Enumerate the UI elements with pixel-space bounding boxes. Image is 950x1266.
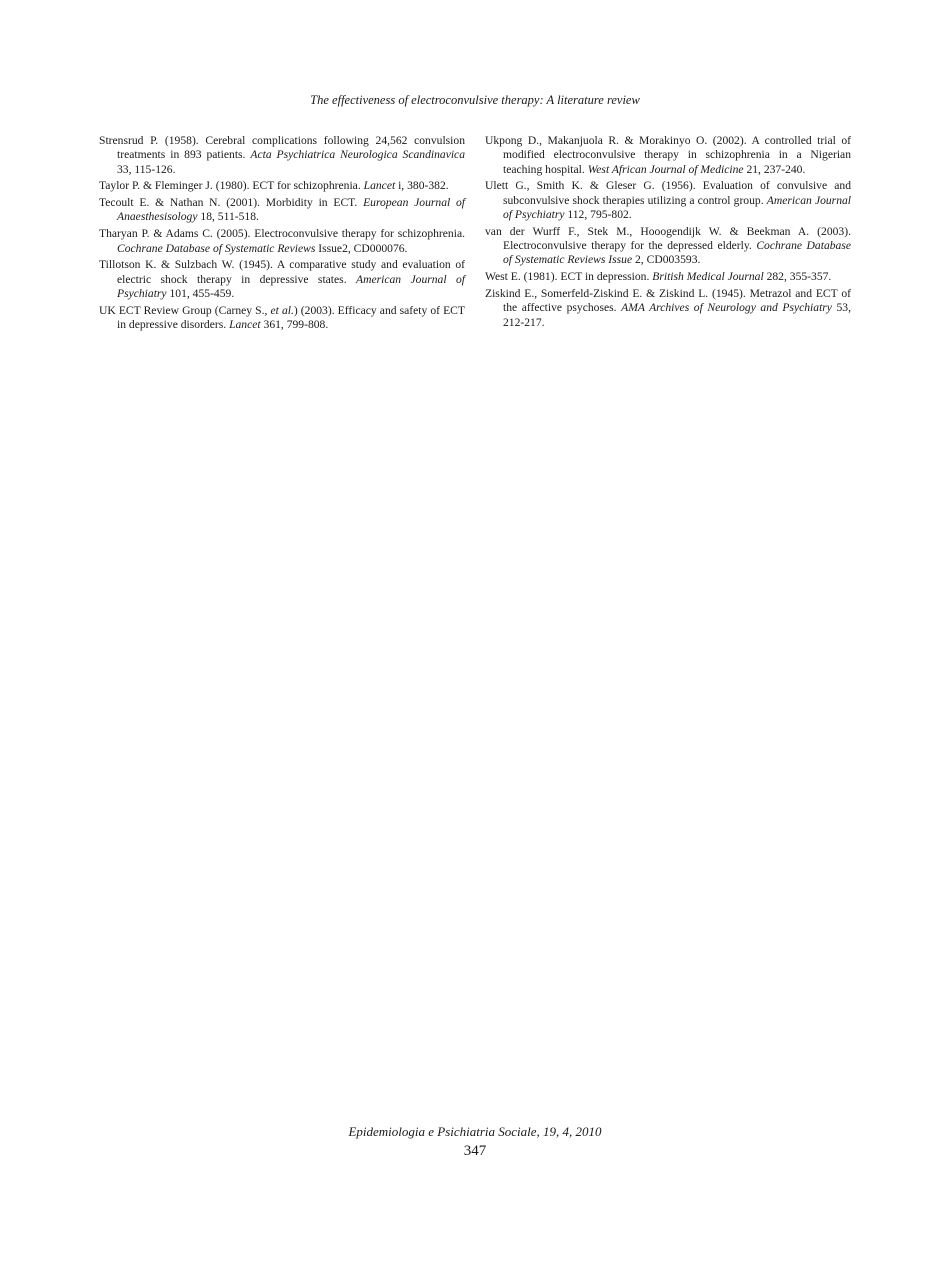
references-left-column: [99, 134, 465, 335]
reference-entry: Ulett G., Smith K. & Gleser G. (1956). Evaluation of convulsive and subconvulsive shock therapies utilizing a control group. American Journal of Psychiatry 112, 795-802.: [485, 179, 852, 221]
reference-entry: Taylor P. & Fleminger J. (1980). ECT for schizophrenia. Lancet i, 380-382.: [99, 179, 449, 193]
journal-footer: Epidemiologia e Psichiatria Sociale, 19, 4, 2010: [348, 1124, 602, 1139]
page-number: 347: [463, 1143, 487, 1159]
reference-entry: West E. (1981). ECT in depression. British Medical Journal 282, 355-357.: [485, 270, 832, 284]
reference-entry: Ziskind E., Somerfeld-Ziskind E. & Ziskind L. (1945). Metrazol and ECT of the affective psychoses. AMA Archives of Neurology and Psychiatry 53, 212-217.: [485, 286, 852, 329]
reference-entry: Ukpong D., Makanjuola R. & Morakinyo O. (2002). A controlled trial of modified electroconvulsive therapy in schizophrenia in a Nigerian teaching hospital. West African Journal of Medicine 21, 237-240.: [485, 134, 851, 176]
reference-entry: Tillotson K. & Sulzbach W. (1945). A comparative study and evaluation of electric shock therapy in depressive states. American Journal of Psychiatry 101, 455-459.: [99, 258, 465, 300]
reference-entry: UK ECT Review Group (Carney S., et al.) (2003). Efficacy and safety of ECT in depressive disorders. Lancet 361, 799-808.: [99, 303, 465, 332]
reference-entry: Tharyan P. & Adams C. (2005). Electroconvulsive therapy for schizophrenia. Cochrane Database of Systematic Reviews Issue2, CD000076.: [99, 227, 465, 255]
reference-entry: van der Wurff F., Stek M., Hooogendijk W. & Beekman A. (2003). Electroconvulsive therapy for the depressed elderly. Cochrane Database of Systematic Reviews Issue 2, CD003593.: [485, 224, 851, 267]
running-title: The effectiveness of electroconvulsive therapy: A literature review: [310, 93, 640, 107]
reference-entry: Tecoult E. & Nathan N. (2001). Morbidity in ECT. European Journal of Anaesthesisology 18, 511-518.: [99, 196, 465, 224]
reference-entry: Strensrud P. (1958). Cerebral complications following 24,562 convulsion treatments in 893 patients. Acta Psychiatrica Neurologica Scandinavica 33, 115-126.: [99, 134, 465, 176]
references-right-column: [485, 134, 851, 332]
